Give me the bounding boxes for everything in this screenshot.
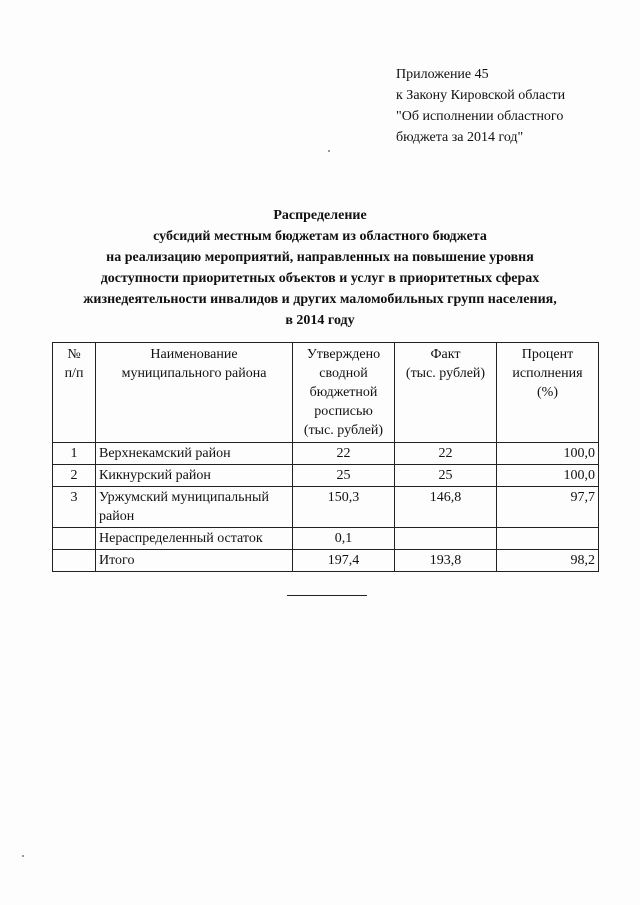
cell-num: 1 xyxy=(53,443,96,465)
cell-approved: 0,1 xyxy=(293,528,395,550)
cell-percent: 100,0 xyxy=(497,443,599,465)
cell-num xyxy=(53,550,96,572)
header-text: п/п xyxy=(64,366,84,381)
cell-approved: 25 xyxy=(293,465,395,487)
header-text: бюджетной xyxy=(309,385,378,400)
cell-name: Верхнекамский район xyxy=(96,443,293,465)
cell-num xyxy=(53,528,96,550)
header-num xyxy=(53,343,96,443)
title-line: субсидий местным бюджетам из областного бюджета xyxy=(153,229,487,244)
title-line: в 2014 году xyxy=(285,313,355,328)
cell-name: Кикнурский район xyxy=(96,465,293,487)
cell-fact: 25 xyxy=(395,465,497,487)
title-line: жизнедеятельности инвалидов и других маломобильных групп населения, xyxy=(83,292,557,307)
cell-name: Уржумский муниципальный район xyxy=(96,487,293,528)
cell-fact: 146,8 xyxy=(395,487,497,528)
cell-percent xyxy=(497,528,599,550)
appendix-line: Приложение 45 xyxy=(396,67,489,82)
cell-name: Нераспределенный остаток xyxy=(96,528,293,550)
table-header-row xyxy=(53,343,599,443)
header-text: муниципального района xyxy=(121,366,267,381)
header-text: Факт xyxy=(430,347,461,362)
table-row xyxy=(53,528,599,550)
cell-fact: 193,8 xyxy=(395,550,497,572)
header-text: № xyxy=(67,347,81,362)
appendix-note xyxy=(396,64,565,148)
header-name xyxy=(96,343,293,443)
closing-rule xyxy=(287,595,367,596)
table-row xyxy=(53,443,599,465)
cell-approved: 22 xyxy=(293,443,395,465)
header-text: исполнения xyxy=(512,366,583,381)
cell-percent: 98,2 xyxy=(497,550,599,572)
subsidy-table xyxy=(52,342,599,572)
title-line: Распределение xyxy=(273,208,367,223)
cell-fact: 22 xyxy=(395,443,497,465)
cell-num: 2 xyxy=(53,465,96,487)
header-approved xyxy=(293,343,395,443)
header-text: (%) xyxy=(537,385,558,400)
table-row xyxy=(53,487,599,528)
cell-percent: 97,7 xyxy=(497,487,599,528)
header-text: росписью xyxy=(314,404,373,419)
header-text: (тыс. рублей) xyxy=(303,423,384,438)
cell-approved: 197,4 xyxy=(293,550,395,572)
appendix-line: бюджета за 2014 год" xyxy=(396,130,524,145)
cell-approved: 150,3 xyxy=(293,487,395,528)
header-percent xyxy=(497,343,599,443)
header-fact xyxy=(395,343,497,443)
cell-fact xyxy=(395,528,497,550)
scan-speck xyxy=(328,150,330,152)
header-text: сводной xyxy=(319,366,368,381)
header-text: Наименование xyxy=(150,347,238,362)
scan-speck xyxy=(22,855,24,857)
title-line: на реализацию мероприятий, направленных на повышение уровня xyxy=(106,250,534,265)
cell-num: 3 xyxy=(53,487,96,528)
cell-name: Итого xyxy=(96,550,293,572)
appendix-line: к Закону Кировской области xyxy=(396,88,566,103)
header-text: (тыс. рублей) xyxy=(405,366,486,381)
header-text: Утверждено xyxy=(306,347,381,362)
table-row-total xyxy=(53,550,599,572)
cell-percent: 100,0 xyxy=(497,465,599,487)
title-line: доступности приоритетных объектов и услуг в приоритетных сферах xyxy=(100,271,540,286)
header-text: Процент xyxy=(521,347,574,362)
document-title xyxy=(0,205,640,331)
table-row xyxy=(53,465,599,487)
appendix-line: "Об исполнении областного xyxy=(396,109,564,124)
